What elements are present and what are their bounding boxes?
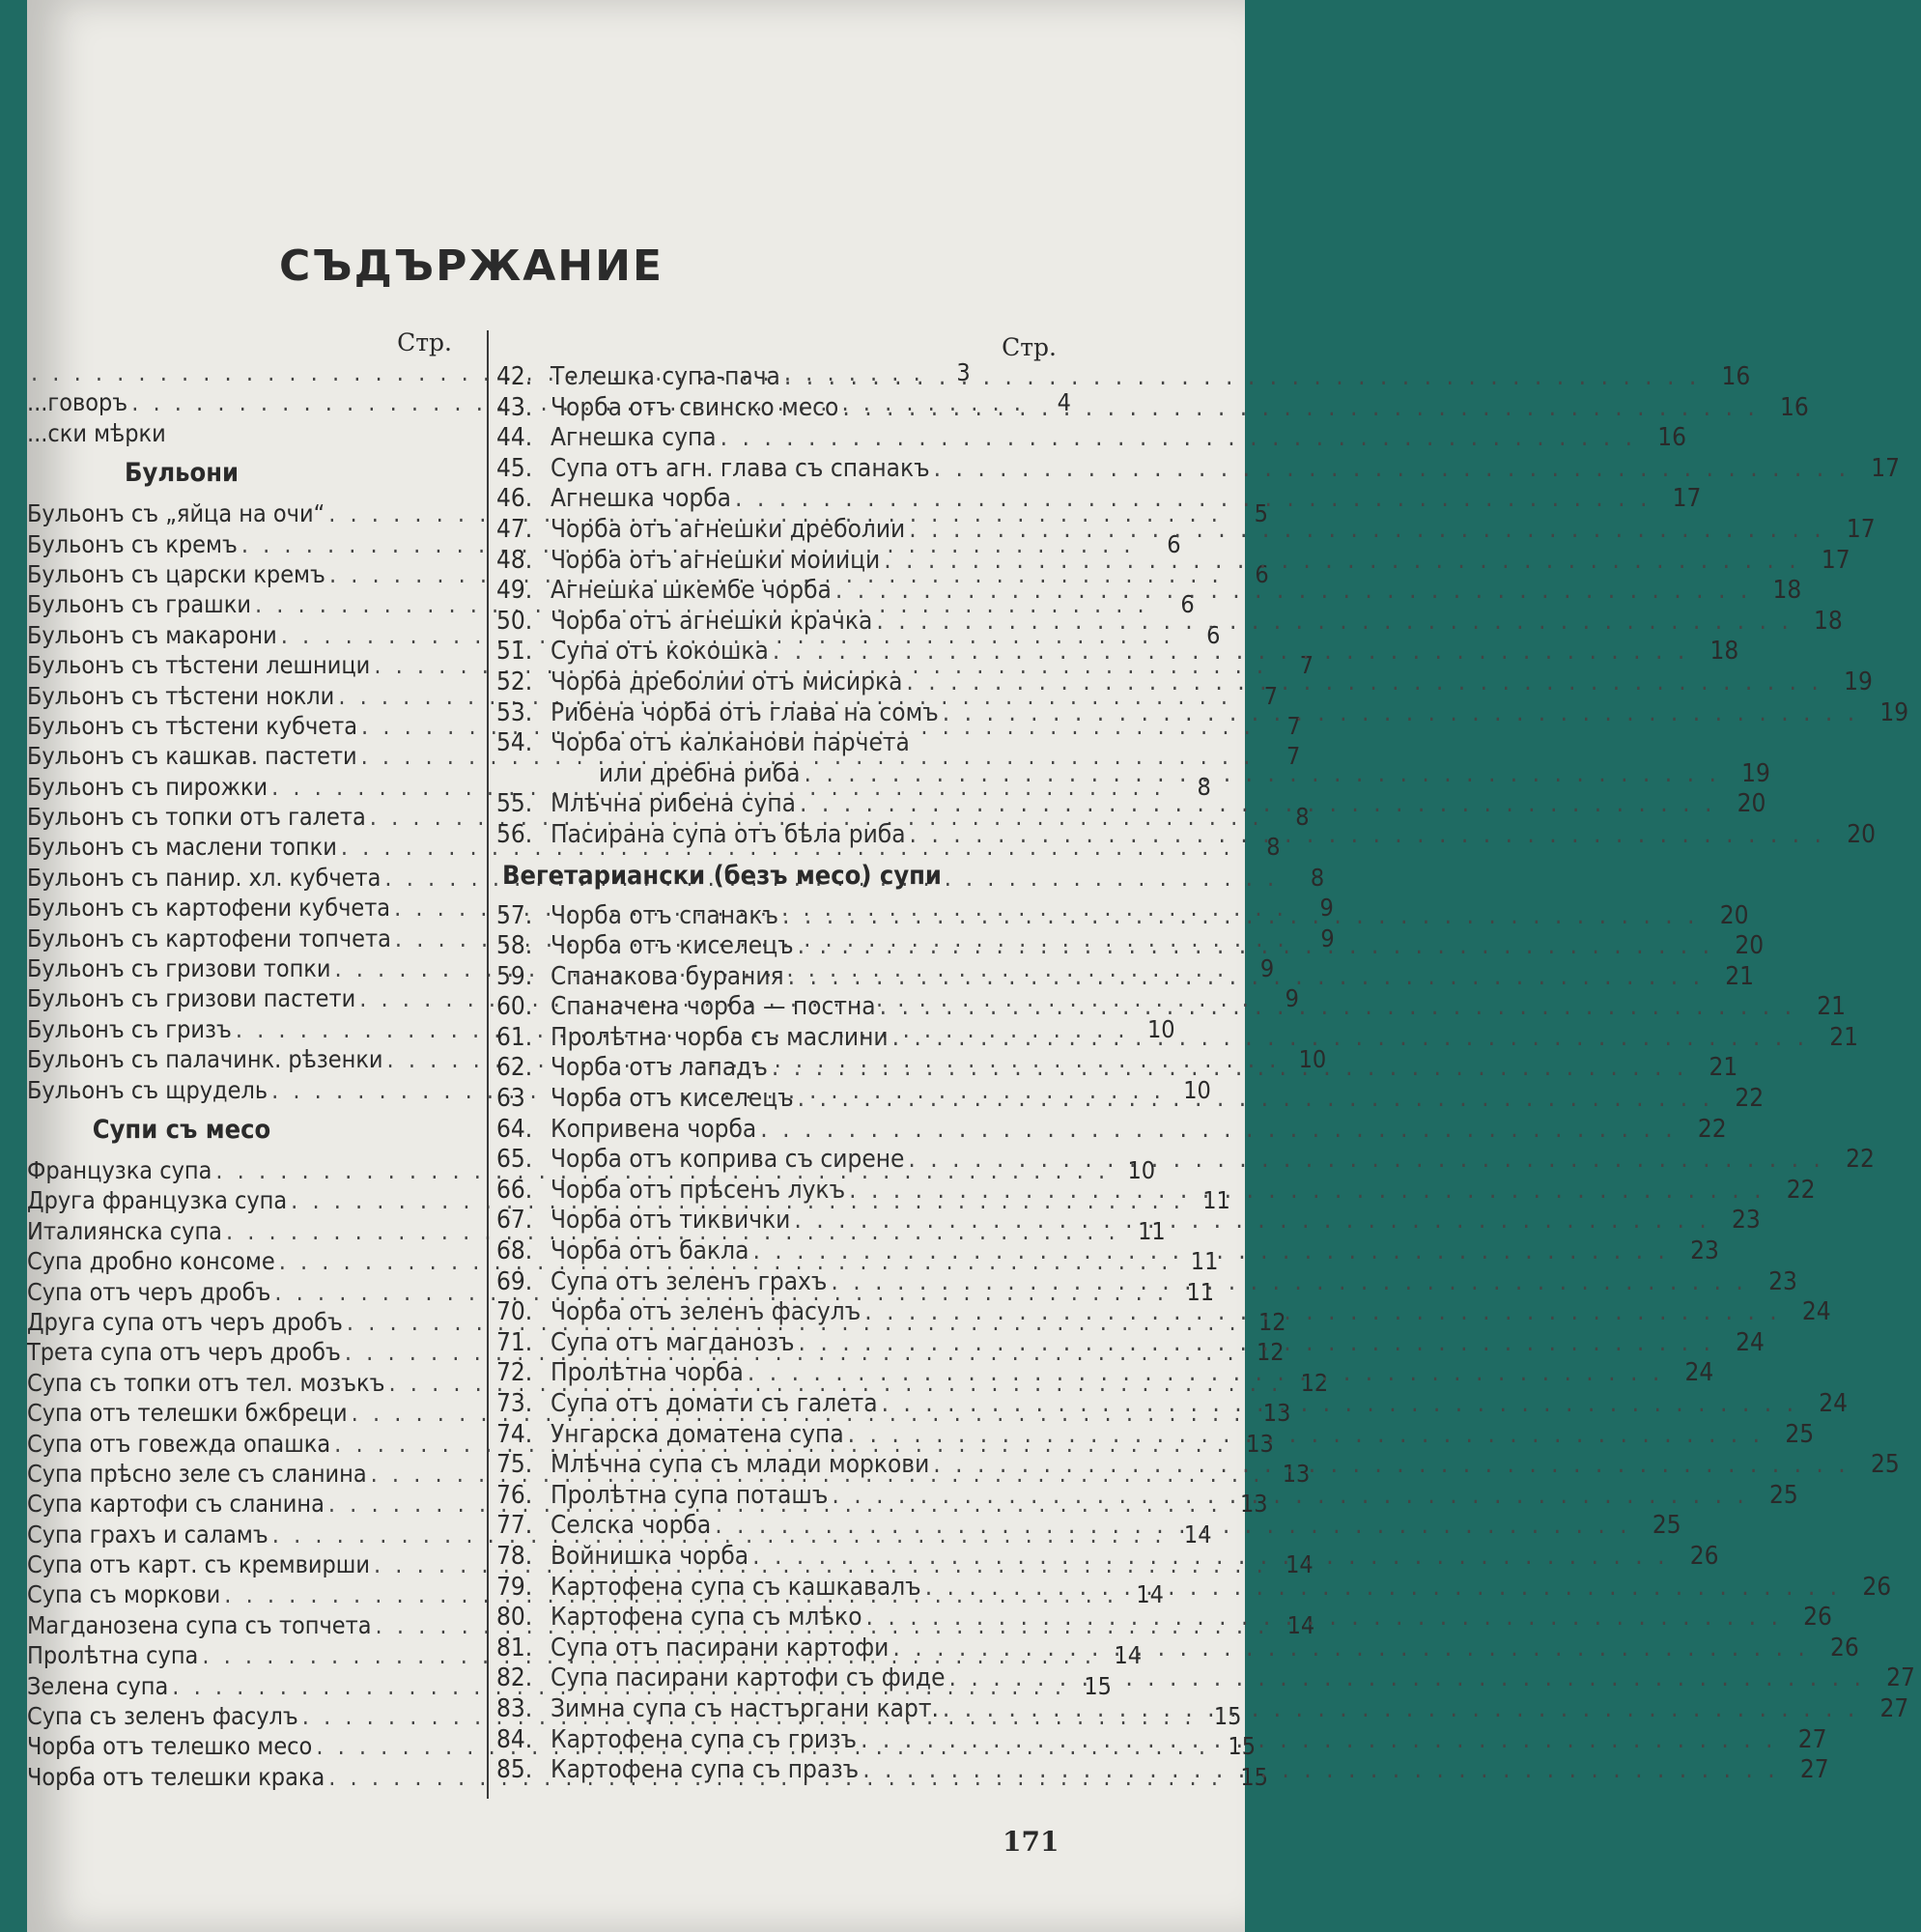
entry-title: Магданозена супа съ топчета: [27, 1610, 372, 1639]
entry-title: Чорба отъ коприва съ сирене: [551, 1145, 905, 1175]
entry-number: 69.: [496, 1266, 533, 1296]
entry-page: 6: [1167, 529, 1181, 558]
entry-title: Супа прѣсно зеле съ сланина: [27, 1459, 367, 1488]
entry-page: 13: [1262, 1399, 1291, 1428]
toc-entry: [496, 697, 1909, 729]
entry-number: 65.: [496, 1145, 533, 1175]
dot-leader: [943, 698, 1858, 729]
entry-title: Бульонъ съ щрудель: [27, 1075, 268, 1104]
entry-title: Бульонъ съ пирожки: [27, 772, 268, 801]
entry-number: 77.: [496, 1511, 533, 1541]
entry-number: 71.: [496, 1327, 533, 1357]
entry-title: Картофена супа съ млѣко: [551, 1603, 862, 1633]
page-column-label: Стр.: [397, 328, 452, 356]
entry-number: 55.: [496, 789, 533, 819]
toc-entry: [496, 392, 1809, 424]
entry-title: ...говоръ: [27, 388, 128, 417]
entry-number: 66.: [496, 1175, 533, 1205]
entry-title: Пролѣтна супа поташъ: [551, 1480, 829, 1510]
dot-leader: [876, 607, 1792, 638]
entry-title: Чорба дреболии отъ мисирка: [551, 667, 903, 696]
section-heading-bulyoni: Бульони: [125, 458, 239, 489]
dot-leader: [884, 546, 1799, 577]
entry-title: Бульонъ съ картофени кубчета: [27, 894, 391, 923]
entry-page: 13: [1239, 1490, 1268, 1519]
dot-leader: [782, 901, 1698, 932]
entry-page: 11: [1190, 1247, 1219, 1276]
entry-title: Трета супа отъ черъ дробъ: [27, 1338, 341, 1367]
entry-number: 72.: [496, 1358, 533, 1388]
entry-title: Бульонъ съ картофени топчета: [27, 923, 391, 952]
entry-page: 23: [1768, 1266, 1797, 1296]
dot-leader: [760, 1115, 1676, 1146]
entry-page: 4: [1057, 388, 1071, 417]
entry-page: 20: [1719, 900, 1749, 930]
entry-title: Чорба отъ агнешки дреболии: [551, 514, 906, 544]
toc-entry: [496, 900, 1749, 932]
entry-title: ...ски мѣрки: [27, 418, 166, 447]
entry-title: Чорба отъ киселецъ: [551, 931, 794, 961]
entry-number: 51.: [496, 637, 533, 667]
entry-page: 27: [1879, 1693, 1909, 1723]
dot-leader: [925, 1573, 1841, 1604]
entry-number: 61.: [496, 1022, 533, 1052]
entry-number: 54.: [496, 728, 533, 758]
entry-page: 6: [1255, 559, 1269, 588]
dot-leader: [752, 1236, 1668, 1267]
entry-number: 85.: [496, 1755, 533, 1785]
entry-page: 14: [1285, 1550, 1314, 1579]
entry-number: 43.: [496, 392, 533, 422]
toc-entry: [496, 453, 1901, 485]
entry-number: 84.: [496, 1724, 533, 1754]
entry-title: Млѣчна супа съ млади моркови: [551, 1450, 930, 1480]
toc-entry: [496, 1114, 1727, 1146]
entry-title: Бульонъ съ кашкав. пастети: [27, 742, 357, 771]
dot-leader: [798, 1328, 1713, 1359]
entry-title: Супа отъ магданозъ: [551, 1327, 795, 1357]
entry-page: 26: [1689, 1541, 1719, 1571]
entry-page: 8: [1266, 833, 1281, 862]
toc-entry: [496, 545, 1850, 577]
entry-number: 82.: [496, 1663, 533, 1693]
entry-number: 48.: [496, 545, 533, 575]
entry-title: Зелена супа: [27, 1671, 169, 1700]
entry-page: 24: [1684, 1358, 1714, 1388]
toc-entry: [496, 758, 1770, 790]
entry-title: Чорба отъ прѣсенъ лукъ: [551, 1175, 846, 1205]
entry-title: Супа пасирани картофи съ фиде: [551, 1663, 946, 1693]
entry-number: 46.: [496, 484, 533, 514]
entry-title: Бульонъ съ гризови топки: [27, 954, 331, 983]
entry-page: 21: [1817, 992, 1847, 1022]
entry-title: Чорба отъ киселецъ: [551, 1084, 794, 1114]
toc-entry: [496, 992, 1847, 1023]
entry-number: 62.: [496, 1053, 533, 1083]
entry-page: 20: [1737, 789, 1766, 819]
entry-page: 26: [1803, 1603, 1832, 1633]
dot-leader: [752, 1542, 1668, 1573]
entry-title: Зимна супа съ настъргани карт.: [551, 1693, 939, 1723]
entry-number: 75.: [496, 1450, 533, 1480]
entry-page: 20: [1735, 931, 1765, 961]
toc-entry: [496, 362, 1751, 393]
entry-page: 8: [1197, 772, 1211, 801]
entry-title: Супа съ моркови: [27, 1580, 221, 1609]
entry-title: Чорба отъ телешки крака: [27, 1762, 325, 1791]
entry-title: Пролѣтна чорба съ маслини: [551, 1022, 889, 1052]
entry-page: 12: [1300, 1368, 1329, 1397]
dot-leader: [794, 1206, 1709, 1236]
entry-page: 18: [1772, 576, 1802, 606]
dot-leader: [866, 1603, 1782, 1634]
entry-number: 59.: [496, 961, 533, 991]
entry-page: 19: [1844, 667, 1873, 696]
dot-leader: [849, 1176, 1765, 1207]
dot-leader: [882, 1389, 1797, 1420]
entry-title: Бульонъ съ царски кремъ: [27, 559, 325, 588]
entry-title: Бульонъ съ макарони: [27, 620, 277, 649]
dot-leader: [835, 576, 1751, 607]
entry-page: 5: [1254, 499, 1268, 528]
entry-page: 10: [1298, 1045, 1327, 1074]
entry-page: 21: [1829, 1022, 1858, 1052]
entry-page: 17: [1871, 453, 1901, 483]
entry-number: 68.: [496, 1236, 533, 1266]
entry-page: 13: [1246, 1429, 1274, 1458]
entry-title: Супа отъ кокошка: [551, 637, 769, 667]
toc-entry: [496, 423, 1687, 454]
entry-number: 76.: [496, 1480, 533, 1510]
dot-leader: [804, 759, 1719, 790]
entry-title: Пролѣтна чорба: [551, 1358, 744, 1388]
dot-leader: [773, 637, 1688, 668]
dot-leader: [784, 362, 1700, 393]
entry-page: 9: [1259, 954, 1275, 983]
entry-number: 83.: [496, 1693, 533, 1723]
entry-page: 6: [1180, 590, 1195, 619]
dot-leader: [943, 1694, 1858, 1725]
entry-page: 10: [1146, 1014, 1175, 1043]
entry-number: 60.: [496, 992, 533, 1022]
toc-entry: [496, 606, 1843, 638]
entry-title: Чорба отъ агнешки крачка: [551, 606, 873, 636]
entry-page: 14: [1286, 1610, 1315, 1639]
entry-title: или дребна риба: [599, 758, 801, 788]
entry-title: Бульонъ съ тѣстени лешници: [27, 651, 371, 680]
entry-title: Чорба отъ лападъ: [551, 1053, 768, 1083]
meat-soups-list: [496, 362, 1909, 851]
entry-page: 16: [1721, 362, 1751, 391]
entry-page: 10: [1127, 1155, 1156, 1184]
book-page: [27, 0, 1915, 1932]
dot-leader: [798, 1084, 1713, 1115]
entry-title: Супа съ зеленъ фасулъ: [27, 1702, 298, 1731]
entry-page: 11: [1202, 1186, 1230, 1215]
entry-title: Друга французка супа: [27, 1186, 288, 1215]
entry-page: 20: [1847, 819, 1876, 849]
entry-title: Чорба отъ тиквички: [551, 1206, 791, 1236]
entry-title: Друга супа отъ черъ дробъ: [27, 1307, 343, 1336]
entry-page: 19: [1879, 697, 1909, 727]
dot-leader: [800, 789, 1715, 820]
entry-page: 11: [1138, 1216, 1166, 1245]
entry-page: 7: [1299, 651, 1314, 680]
toc-entry: [496, 819, 1876, 851]
entry-number: 49.: [496, 576, 533, 606]
entry-title: Бульонъ съ тѣстени нокли: [27, 681, 335, 710]
entry-page: 24: [1736, 1327, 1765, 1357]
entry-title: Супа отъ карт. съ кремвирши: [27, 1550, 370, 1579]
entry-page: 27: [1799, 1755, 1829, 1785]
toc-entry: [496, 961, 1755, 993]
entry-page: 15: [1228, 1732, 1257, 1761]
entry-number: 58.: [496, 931, 533, 961]
entry-title: Супа отъ черъ дробъ: [27, 1277, 271, 1306]
entry-title: Чорба отъ спанакъ: [551, 900, 779, 930]
entry-page: 23: [1732, 1206, 1761, 1236]
entry-title: Бульонъ съ „яйца на очи“: [27, 499, 325, 528]
entry-title: Супа отъ агн. глава съ спанакъ: [551, 453, 930, 483]
toc-entry: [496, 637, 1739, 668]
entry-page: 23: [1690, 1236, 1719, 1266]
toc-entry: [496, 576, 1802, 607]
entry-title: Пасирана супа отъ бѣла риба: [551, 819, 906, 849]
entry-page: 7: [1286, 742, 1301, 771]
entry-page: 26: [1862, 1572, 1892, 1602]
entry-title: Супа картофи съ сланина: [27, 1490, 325, 1519]
entry-page: 8: [1310, 863, 1325, 892]
entry-title: Войнишка чорба: [551, 1541, 749, 1571]
entry-title: Спаначена чорба — постна: [551, 992, 876, 1022]
entry-title: Бульонъ съ гризови пастети: [27, 984, 356, 1013]
dot-leader: [892, 1634, 1808, 1664]
entry-title: Агнешка шкембе чорба: [551, 576, 832, 606]
section-heading-supi-s-meso: Супи съ месо: [92, 1114, 271, 1145]
entry-number: 64.: [496, 1114, 533, 1144]
entry-page: 25: [1785, 1419, 1815, 1449]
entry-page: 17: [1821, 545, 1850, 575]
dot-leader: [892, 1023, 1808, 1054]
entry-page: 7: [1263, 681, 1279, 710]
dot-leader: [831, 1267, 1746, 1298]
entry-title: Супа отъ говежда опашка: [27, 1429, 331, 1458]
entry-number: 47.: [496, 514, 533, 544]
entry-title: Бульонъ съ топки отъ галета: [27, 803, 366, 832]
dot-leader: [906, 668, 1822, 698]
dot-leader: [772, 1053, 1687, 1084]
dot-leader: [848, 1420, 1764, 1451]
entry-page: 24: [1801, 1297, 1831, 1327]
entry-number: 42.: [496, 362, 533, 391]
dot-leader: [832, 1481, 1747, 1512]
dot-leader: [735, 484, 1651, 515]
dot-leader: [908, 1145, 1823, 1176]
entry-page: 26: [1830, 1633, 1859, 1662]
entry-number: 78.: [496, 1541, 533, 1571]
entry-page: 22: [1786, 1175, 1816, 1205]
entry-number: 52.: [496, 667, 533, 696]
entry-title: Телешка супа-пача: [551, 362, 780, 391]
entry-number: 63: [496, 1084, 525, 1114]
entry-title: Селска чорба: [551, 1511, 712, 1541]
entry-page: 14: [1183, 1520, 1212, 1548]
entry-page: 17: [1672, 484, 1702, 514]
entry-title: Пролѣтна супа: [27, 1641, 199, 1670]
entry-page: 6: [1206, 620, 1221, 649]
entry-title: Картофена супа съ гризъ: [551, 1724, 858, 1754]
entry-number: 79.: [496, 1572, 533, 1602]
dot-leader: [788, 962, 1704, 993]
entry-page: 13: [1282, 1459, 1311, 1488]
entry-title: Спанакова бурания: [551, 961, 784, 991]
entry-page: 24: [1819, 1389, 1848, 1418]
dot-leader: [910, 820, 1825, 851]
entry-page: 15: [1213, 1702, 1242, 1731]
entry-page: 27: [1886, 1663, 1915, 1693]
entry-page: 25: [1870, 1450, 1900, 1480]
entry-page: 3: [956, 358, 971, 386]
entry-number: 81.: [496, 1633, 533, 1662]
entry-title: Бульонъ съ палачинк. рѣзенки: [27, 1045, 383, 1074]
entry-page: 21: [1709, 1053, 1738, 1083]
entry-title: Агнешка супа: [551, 423, 717, 453]
entry-page: 7: [1286, 711, 1301, 740]
entry-number: 74.: [496, 1419, 533, 1449]
entry-title: Рибена чорба отъ глава на сомъ: [551, 697, 939, 727]
toc-entry: [496, 728, 1066, 759]
entry-title: Чорба отъ зеленъ фасулъ: [551, 1297, 862, 1327]
entry-number: 45.: [496, 453, 533, 483]
entry-title: Супа отъ телешки бжбреци: [27, 1399, 348, 1428]
dot-leader: [934, 454, 1850, 485]
entry-title: Унгарска доматена супа: [551, 1419, 844, 1449]
dot-leader: [862, 1755, 1778, 1786]
entry-page: 16: [1657, 423, 1687, 453]
entry-title: Картофена супа съ кашкавалъ: [551, 1572, 921, 1602]
entry-title: Супа отъ зеленъ грахъ: [551, 1266, 828, 1296]
entry-title: Супа съ топки отъ тел. мозъкъ: [27, 1368, 385, 1397]
entry-page: 16: [1780, 392, 1809, 422]
entry-number: 70.: [496, 1297, 533, 1327]
entry-page: 19: [1741, 758, 1770, 788]
dot-leader: [842, 393, 1758, 424]
dot-leader: [933, 1450, 1849, 1481]
page-column-label: Стр.: [1002, 333, 1057, 361]
entry-page: 9: [1319, 894, 1334, 923]
entry-title: Супа дробно консоме: [27, 1247, 275, 1276]
entry-title: Млѣчна рибена супа: [551, 789, 796, 819]
entry-title: Чорба отъ калканови парчета: [551, 728, 910, 758]
entry-title: Копривена чорба: [551, 1114, 757, 1144]
entry-title: Супа грахъ и саламъ: [27, 1520, 268, 1548]
entry-number: 53.: [496, 697, 533, 727]
entry-title: Чорба отъ агнешки моиици: [551, 545, 881, 575]
toc-entry: [496, 789, 1766, 820]
page-number: 171: [1003, 1826, 1059, 1858]
entry-title: Чорба отъ телешко месо: [27, 1732, 313, 1761]
entry-number: 44.: [496, 423, 533, 453]
dot-leader: [798, 931, 1713, 962]
entry-page: 9: [1320, 923, 1335, 952]
dot-leader: [748, 1358, 1663, 1389]
entry-page: 27: [1797, 1724, 1827, 1754]
entry-page: 11: [1186, 1277, 1215, 1306]
entry-number: 73.: [496, 1389, 533, 1418]
entry-page: 12: [1256, 1338, 1285, 1367]
entry-page: 15: [1240, 1762, 1268, 1791]
entry-title: Супа отъ пасирани картофи: [551, 1633, 890, 1662]
toc-entry: [496, 484, 1702, 515]
entry-title: Бульонъ съ грашки: [27, 590, 251, 619]
entry-page: 15: [1084, 1671, 1112, 1700]
entry-title: Италиянска супа: [27, 1216, 222, 1245]
entry-page: 25: [1652, 1511, 1681, 1541]
entry-title: Чорба отъ бакла: [551, 1236, 749, 1266]
entry-page: 21: [1725, 961, 1755, 991]
dot-leader: [720, 423, 1636, 454]
dot-leader: [715, 1511, 1630, 1542]
toc-entry: [496, 931, 1765, 962]
entry-number: 67.: [496, 1206, 533, 1236]
entry-title: Бульонъ съ панир. хл. кубчета: [27, 863, 381, 892]
entry-title: Французка супа: [27, 1155, 212, 1184]
dot-leader: [861, 1725, 1776, 1756]
entry-title: Супа отъ домати съ галета: [551, 1389, 878, 1418]
column-divider: [487, 330, 489, 1799]
toc-entry: [496, 667, 1873, 698]
dot-leader: [880, 992, 1795, 1023]
entry-page: 8: [1295, 803, 1310, 832]
entry-number: 80.: [496, 1603, 533, 1633]
page-title: СЪДЪРЖАНИЕ: [278, 242, 664, 291]
entry-title: Бульонъ съ кремъ: [27, 529, 238, 558]
entry-title: Бульонъ съ гризъ: [27, 1014, 232, 1043]
dot-leader: [909, 515, 1824, 546]
entry-title: Бульонъ съ тѣстени кубчета: [27, 711, 358, 740]
entry-page: 14: [1136, 1580, 1164, 1609]
entry-title: Картофена супа съ празъ: [551, 1755, 860, 1785]
dot-leader: [864, 1297, 1780, 1328]
entry-page: 22: [1846, 1145, 1875, 1175]
entry-title: Чорба отъ свинско месо: [551, 392, 839, 422]
entry-page: 22: [1735, 1084, 1765, 1114]
entry-page: 22: [1697, 1114, 1727, 1144]
entry-page: 17: [1846, 514, 1876, 544]
entry-page: 25: [1769, 1480, 1798, 1510]
entry-title: Агнешка чорба: [551, 484, 732, 514]
section-heading-vegetarian: Вегетариански (безъ месо) супи: [502, 860, 942, 891]
toc-entry: [496, 514, 1876, 546]
entry-page: 14: [1114, 1641, 1143, 1670]
entry-page: 18: [1709, 637, 1739, 667]
dot-leader: [948, 1663, 1864, 1694]
entry-title: Бульонъ съ маслени топки: [27, 833, 337, 862]
entry-number: 50.: [496, 606, 533, 636]
entry-page: 12: [1258, 1307, 1286, 1336]
toc-entry: [27, 418, 452, 448]
entry-page: 10: [1183, 1075, 1211, 1104]
entry-number: 57.: [496, 900, 533, 930]
entry-page: 18: [1814, 606, 1843, 636]
entry-page: 9: [1285, 984, 1299, 1013]
entry-number: 56.: [496, 819, 533, 849]
